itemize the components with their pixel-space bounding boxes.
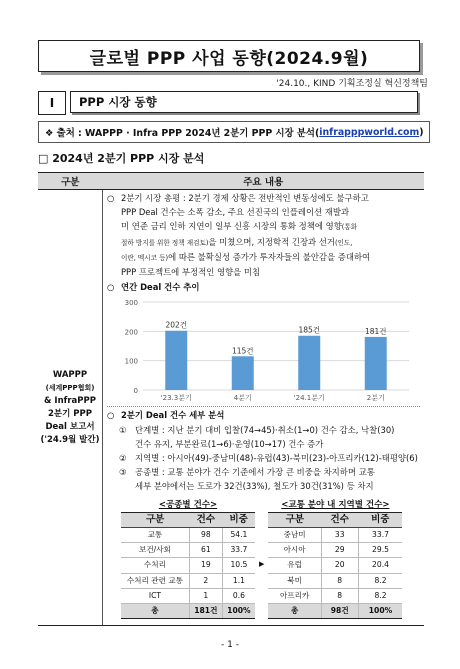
arrow-icon: ▶ (259, 560, 265, 569)
table-cell: 아프리카 (268, 588, 321, 603)
table-cell: 8.2 (358, 573, 402, 588)
item-mark: ② (119, 453, 127, 464)
table-cell: 8 (321, 573, 358, 588)
bar-value-label: 181건 (364, 327, 387, 337)
table-cell: 98 (189, 528, 222, 543)
table-row (268, 558, 402, 573)
text-line: 미 연준 금리 인하 지연이 일부 신흥 시장의 통화 정책에 영향(통화 (121, 221, 358, 232)
detail-item (119, 423, 420, 437)
bar-value-label: 202건 (165, 321, 188, 331)
bullet-market-summary (107, 191, 420, 279)
row-label-line: WAPPP (52, 369, 88, 380)
bullet-title: 연간 Deal 건수 추이 (121, 282, 200, 293)
table-cell: 61 (189, 543, 222, 558)
table-cell: 중남미 (268, 528, 321, 543)
subsection-heading: □ 2024년 2분기 PPP 시장 분석 (38, 152, 205, 165)
mini-header: 비중 (222, 512, 255, 527)
table-cell: 20 (321, 558, 358, 573)
mini-header: 구분 (268, 512, 321, 527)
detail-item (119, 465, 420, 479)
mini-table-region (268, 498, 402, 620)
item-mark: ③ (119, 467, 127, 478)
bullet-mark: ○ (107, 282, 115, 293)
mini-header: 비중 (358, 512, 402, 527)
table-row (121, 543, 255, 558)
row-label-line: ('24.9월 발간) (40, 434, 100, 445)
mini-header: 건수 (189, 512, 222, 527)
mini-table-type-grid (121, 512, 255, 619)
item-mark: ① (119, 424, 127, 435)
table-cell: 수처리 관련 교통 (121, 573, 189, 588)
col-header-content: 주요 내용 (103, 173, 425, 190)
bullet-title: 2분기 Deal 건수 세부 분석 (121, 410, 225, 421)
bullet-detail (107, 406, 420, 422)
table-cell: 10.5 (222, 558, 255, 573)
table-row (121, 528, 255, 543)
bar (298, 336, 320, 390)
table-cell: 8 (321, 588, 358, 603)
bar-value-label: 115건 (231, 346, 254, 356)
table-cell: 98건 (321, 604, 358, 619)
table-cell: 북미 (268, 573, 321, 588)
page-title: 글로벌 PPP 사업 동향(2024.9월) (38, 40, 420, 72)
bullet-text (121, 191, 370, 279)
analysis-table (38, 172, 424, 626)
table-row (268, 543, 402, 558)
source-box (38, 121, 430, 143)
mini-table-region-grid (268, 512, 402, 619)
x-tick-label: '23.3분기 (160, 394, 192, 403)
text-line: 이란, 멕시코 등)에 따른 불확실성 증가가 투자자들의 불안감을 증대하여 (121, 251, 371, 262)
bar (232, 357, 254, 391)
text-line: PPP Deal 건수는 소폭 감소, 주요 선진국의 인플레이션 재발과 (121, 207, 350, 218)
bullet-mark: ○ (107, 193, 115, 203)
table-row (121, 573, 255, 588)
item-text-cont: 세부 분야에서는 도로가 32건(33%), 철도가 30건(31%) 등 차지 (135, 481, 374, 492)
item-text: 지역별 : 아시아(49)-중남미(48)-유럽(43)-북미(23)-아프리카(12)-태평양(6) (135, 453, 418, 464)
table-total-row (121, 604, 255, 619)
col-header-category: 구분 (38, 173, 103, 190)
source-end: ) (419, 126, 424, 138)
detail-items (107, 423, 420, 494)
y-tick-label: 300 (124, 299, 138, 308)
mini-header: 건수 (321, 512, 358, 527)
page-number: - 1 - (221, 640, 239, 650)
bar (365, 337, 387, 390)
table-cell: 보건/사회 (121, 543, 189, 558)
row-label-line: 2분기 PPP (48, 408, 92, 419)
table-cell: 29 (321, 543, 358, 558)
item-text: 공종별 : 교통 분야가 건수 기준에서 가장 큰 비중을 차지하며 교통 (135, 467, 375, 478)
mini-table-caption: <공종별 건수> (158, 499, 218, 510)
table-cell: 19 (189, 558, 222, 573)
author-info: '24.10., KIND 기획조정실 혁신정책팀 (276, 79, 428, 89)
bar (165, 331, 187, 390)
detail-item (119, 451, 420, 465)
table-cell: 2 (189, 573, 222, 588)
table-cell: 유럽 (268, 558, 321, 573)
x-tick-label: '24.1분기 (293, 394, 325, 403)
table-cell: 181건 (189, 604, 222, 619)
x-tick-label: 2분기 (366, 394, 385, 403)
section-number: I (38, 91, 66, 115)
item-text: 단계별 : 지난 분기 대비 입찰(74→45)·취소(1→0) 건수 감소, 낙찰(30) (135, 424, 395, 435)
table-cell: 8.2 (358, 588, 402, 603)
mini-table-caption: <교통 분야 내 지역별 건수> (281, 499, 390, 510)
table-cell: 1.1 (222, 573, 255, 588)
bar-value-label: 185건 (298, 326, 321, 336)
table-cell: 100% (358, 604, 402, 619)
table-cell: 54.1 (222, 528, 255, 543)
table-cell: 33.7 (222, 543, 255, 558)
row-label-line: & InfraPPP (44, 395, 96, 406)
source-link[interactable]: infrapppworld.com (319, 126, 420, 138)
table-cell: 0.6 (222, 588, 255, 603)
item-text-cont: 건수 유지, 부분완료(1→6)·운영(10→17) 건수 증가 (135, 438, 324, 449)
table-cell: 총 (268, 604, 321, 619)
row-label (38, 190, 103, 626)
table-cell: 총 (121, 604, 189, 619)
table-cell: 33 (321, 528, 358, 543)
source-label: ❖ 출처 : WAPPP · Infra PPP 2024년 2분기 PPP 시장 분석( (45, 128, 320, 139)
table-row (121, 588, 255, 603)
row-label-line: Deal 보고서 (45, 421, 95, 432)
row-label-line: (세계PPP협회) (45, 383, 95, 392)
y-tick-label: 0 (133, 387, 138, 396)
text-line: PPP 프로젝트에 부정적인 영향을 미침 (121, 267, 261, 278)
bullet-mark: ○ (107, 410, 115, 421)
table-cell: 100% (222, 604, 255, 619)
deal-chart-svg (117, 294, 417, 404)
table-row (268, 588, 402, 603)
text-line: 절하 방지를 위한 정책 재검토)을 미쳤으며, 지정학적 긴장과 선거(인도, (121, 236, 353, 247)
mini-table-type (121, 498, 255, 620)
mini-header: 구분 (121, 512, 189, 527)
y-tick-label: 200 (124, 328, 138, 337)
table-cell: 수처리 (121, 558, 189, 573)
table-row (268, 573, 402, 588)
table-total-row (268, 604, 402, 619)
x-tick-label: 4분기 (233, 394, 252, 403)
section-title: PPP 시장 동향 (70, 91, 418, 113)
table-row (268, 528, 402, 543)
table-cell: 1 (189, 588, 222, 603)
table-cell: 아시아 (268, 543, 321, 558)
content-cell (103, 190, 425, 626)
table-cell: ICT (121, 588, 189, 603)
mini-tables (121, 498, 420, 620)
bullet-annual-trend (107, 280, 420, 294)
table-cell: 20.4 (358, 558, 402, 573)
table-cell: 33.7 (358, 528, 402, 543)
table-row (121, 558, 255, 573)
deal-chart (117, 294, 417, 404)
table-cell: 교통 (121, 528, 189, 543)
table-cell: 29.5 (358, 543, 402, 558)
text-line: 2분기 시장 총평 : 2분기 경제 상황은 전반적인 변동성에도 불구하고 (121, 193, 369, 203)
y-tick-label: 100 (124, 358, 138, 367)
